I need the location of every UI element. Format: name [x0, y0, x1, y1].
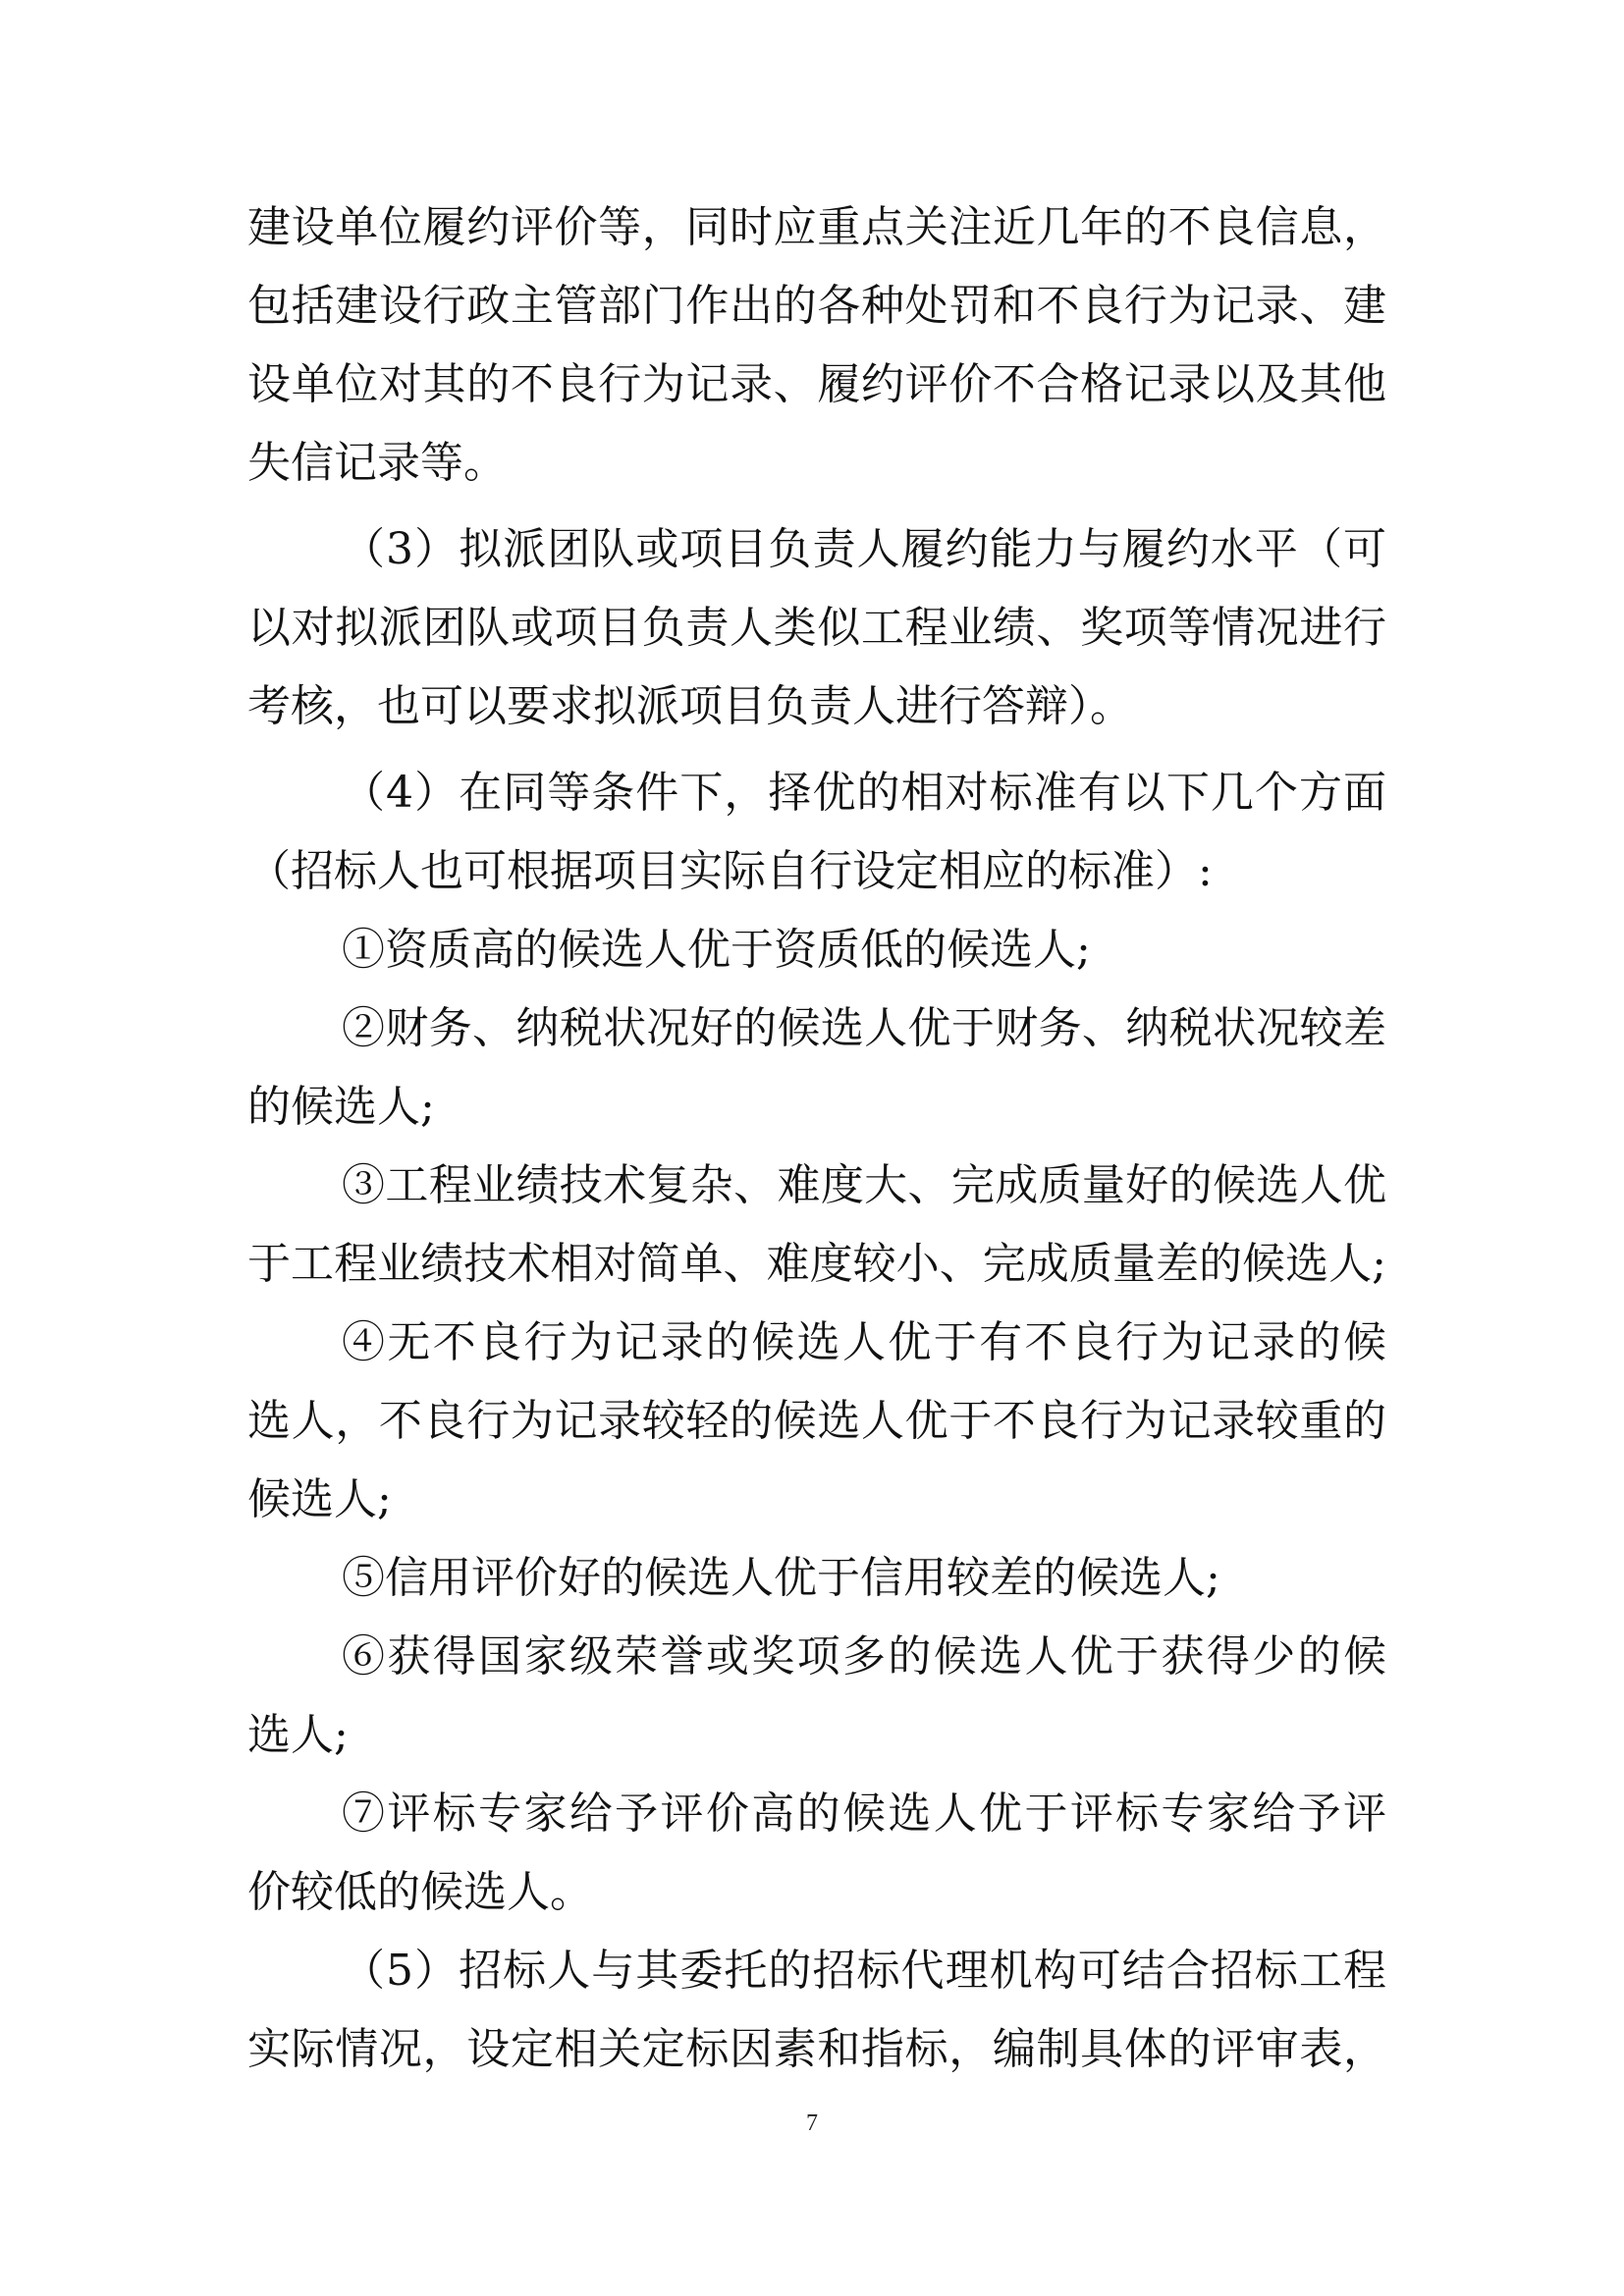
text-line-20: 选人; — [247, 1710, 349, 1760]
text-line-09: （招标人也可根据项目实际自行设定相应的标准）: — [247, 846, 1213, 896]
page-number: 7 — [806, 2110, 818, 2136]
text-line-12: 的候选人; — [247, 1082, 435, 1132]
text-line-10: ①资质高的候选人优于资质低的候选人; — [342, 925, 1091, 975]
text-line-14: 于工程业绩技术相对简单、难度较小、完成质量差的候选人; — [247, 1239, 1386, 1289]
text-line-13: ③工程业绩技术复杂、难度大、完成质量好的候选人优 — [342, 1160, 1386, 1210]
text-line-21: ⑦评标专家给予评价高的候选人优于评标专家给予评 — [342, 1789, 1386, 1839]
text-line-19: ⑥获得国家级荣誉或奖项多的候选人优于获得少的候 — [342, 1631, 1386, 1682]
text-line-24: 实际情况，设定相关定标因素和指标，编制具体的评审表， — [247, 2024, 1386, 2074]
body-text — [247, 188, 1386, 2089]
text-line-01: 建设单位履约评价等，同时应重点关注近几年的不良信息， — [247, 202, 1386, 252]
text-line-15: ④无不良行为记录的候选人优于有不良行为记录的候 — [342, 1317, 1386, 1367]
text-line-07: 考核，也可以要求拟派项目负责人进行答辩）。 — [247, 681, 1133, 731]
text-line-06: 以对拟派团队或项目负责人类似工程业绩、奖项等情况进行 — [247, 603, 1386, 653]
paragraph-gap — [247, 503, 1386, 510]
text-line-17: 候选人; — [247, 1474, 392, 1524]
text-line-18: ⑤信用评价好的候选人优于信用较差的候选人; — [342, 1553, 1220, 1603]
paragraph-gap — [247, 746, 1386, 754]
text-line-16: 选人，不良行为记录较轻的候选人优于不良行为记录较重的 — [247, 1396, 1386, 1446]
text-line-11: ②财务、纳税状况好的候选人优于财务、纳税状况较差 — [342, 1003, 1386, 1053]
text-line-03: 设单位对其的不良行为记录、履约评价不合格记录以及其他 — [247, 359, 1386, 409]
text-line-08: （4）在同等条件下，择优的相对标准有以下几个方面 — [342, 768, 1386, 818]
text-line-05: （3）拟派团队或项目负责人履约能力与履约水平（可 — [342, 524, 1386, 574]
text-line-02: 包括建设行政主管部门作出的各种处罚和不良行为记录、建 — [247, 281, 1386, 331]
text-line-22: 价较低的候选人。 — [247, 1867, 593, 1917]
text-line-04: 失信记录等。 — [247, 438, 507, 488]
text-line-23: （5）招标人与其委托的招标代理机构可结合招标工程 — [342, 1946, 1386, 1996]
